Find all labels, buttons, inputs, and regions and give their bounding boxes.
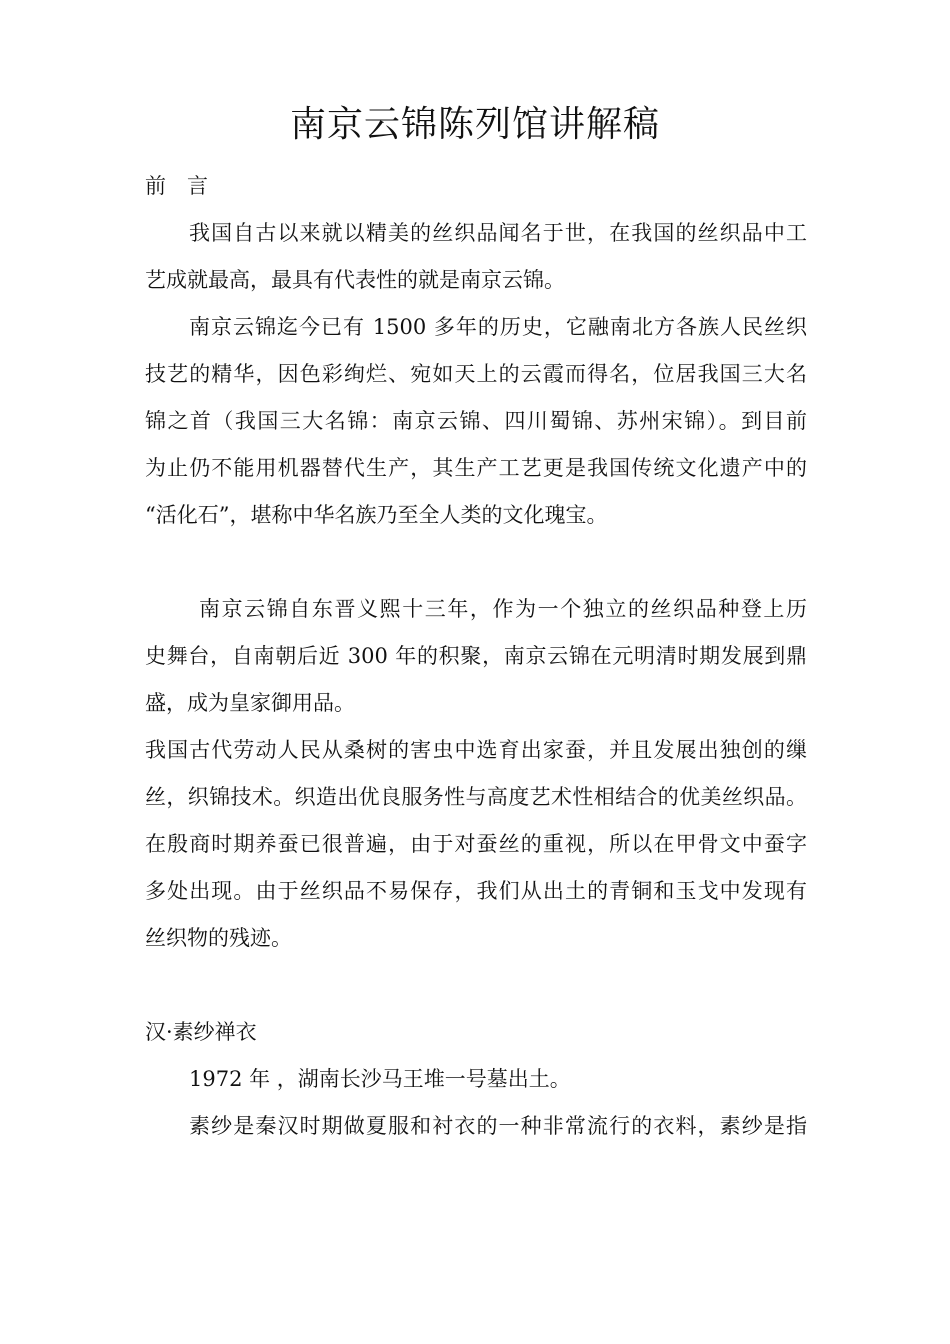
paragraph-2-line-1: 南京云锦迄今已有 1500 多年的历史，它融南北方各族人民丝织: [189, 315, 807, 339]
paragraph-4-line-2: 丝，织锦技术。织造出优良服务性与高度艺术性相结合的优美丝织品。: [145, 785, 807, 809]
paragraph-3-line-2: 史舞台，自南朝后近 300 年的积聚，南京云锦在元明清时期发展到鼎: [145, 644, 807, 668]
paragraph-4-line-3: 在殷商时期养蚕已很普遍，由于对蚕丝的重视，所以在甲骨文中蚕字: [145, 832, 807, 856]
preface-heading: 前 言: [145, 174, 208, 198]
paragraph-2-line-3: 锦之首（我国三大名锦：南京云锦、四川蜀锦、苏州宋锦）。到目前: [145, 409, 807, 433]
blank-line: [145, 962, 807, 1009]
paragraph-2-line-2: 技艺的精华，因色彩绚烂、宛如天上的云霞而得名，位居我国三大名: [145, 362, 807, 386]
paragraph-1-line-2: 艺成就最高，最具有代表性的就是南京云锦。: [145, 268, 565, 292]
paragraph-1-line-1: 我国自古以来就以精美的丝织品闻名于世，在我国的丝织品中工: [189, 221, 807, 245]
blank-line: [145, 539, 807, 586]
paragraph-4-line-4: 多处出现。由于丝织品不易保存，我们从出土的青铜和玉戈中发现有: [145, 879, 807, 903]
paragraph-4-line-1: 我国古代劳动人民从桑树的害虫中选育出家蚕，并且发展出独创的缫: [145, 738, 807, 762]
paragraph-3-line-1: 南京云锦自东晋义熙十三年，作为一个独立的丝织品种登上历: [199, 597, 807, 621]
paragraph-5: 1972 年 ，湖南长沙马王堆一号墓出土。: [189, 1067, 571, 1091]
paragraph-2-line-4: 为止仍不能用机器替代生产，其生产工艺更是我国传统文化遗产中的: [145, 456, 807, 480]
paragraph-4-line-5: 丝织物的残迹。: [145, 926, 292, 950]
document-title: 南京云锦陈列馆讲解稿: [289, 104, 660, 145]
section-heading: 汉·素纱禅衣: [145, 1020, 257, 1044]
paragraph-6-line-1: 素纱是秦汉时期做夏服和衬衣的一种非常流行的衣料，素纱是指: [189, 1114, 807, 1138]
paragraph-2-line-5: “活化石”，堪称中华名族乃至全人类的文化瑰宝。: [145, 503, 608, 527]
document-body: [145, 163, 807, 1150]
paragraph-3-line-3: 盛，成为皇家御用品。: [145, 691, 355, 715]
